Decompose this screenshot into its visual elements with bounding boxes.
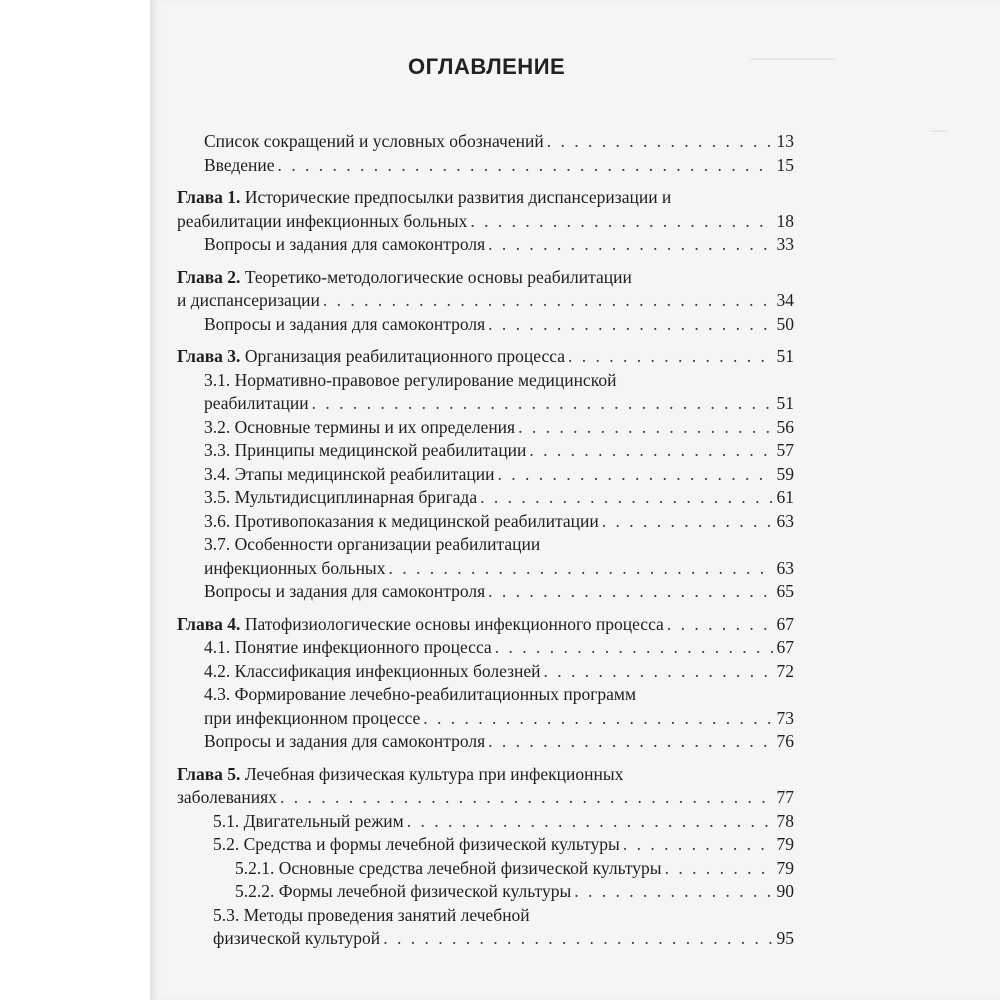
entry-text: инфекционных больных (204, 557, 386, 578)
entry-text: Организация реабилитационного процесса (244, 346, 565, 366)
page-number: 50 (776, 313, 794, 334)
entry-text: физической культурой (213, 928, 381, 948)
entry-text: Вопросы и задания для самоконтроля (204, 731, 486, 751)
dot-leader (470, 210, 773, 234)
page-number: 79 (776, 834, 794, 854)
page-number: 95 (776, 928, 794, 948)
dot-leader (488, 580, 773, 604)
page-number: 77 (776, 787, 794, 807)
dot-leader (518, 416, 773, 440)
section-entry (177, 533, 794, 557)
page-number: 67 (776, 613, 794, 634)
section-entry[interactable] (177, 810, 794, 834)
page-number: 18 (776, 210, 794, 231)
dot-leader (498, 463, 773, 487)
chapter-heading[interactable] (177, 345, 794, 369)
dot-leader (529, 439, 773, 463)
page-number: 57 (776, 440, 794, 460)
chapter-heading[interactable] (177, 613, 794, 637)
page-number: 76 (776, 731, 794, 751)
dot-leader (665, 857, 773, 881)
chapter-block (177, 186, 794, 257)
entry-text: Вопросы и задания для самоконтроля (204, 581, 486, 601)
dot-leader (544, 660, 773, 684)
entry-text: и диспансеризации (177, 290, 320, 310)
chapter-label: Глава 4. (177, 613, 241, 634)
section-entry[interactable] (177, 392, 794, 416)
dot-leader (495, 636, 773, 660)
dot-leader (568, 345, 773, 369)
section-entry (177, 683, 794, 707)
page-number: 63 (776, 510, 794, 531)
chapter-block (177, 266, 794, 337)
chapter-title: Исторические предпосылки развития диспансеризации и (244, 187, 672, 207)
chapter-heading (177, 763, 794, 787)
section-entry[interactable] (177, 857, 794, 881)
entry-text: 3.5. Мультидисциплинарная бригада (204, 487, 478, 507)
chapter-heading[interactable] (177, 786, 794, 810)
dot-leader (667, 613, 773, 637)
page-number: 79 (776, 857, 794, 878)
section-title: 5.3. Методы проведения занятий лечебной (213, 904, 530, 925)
section-entry[interactable] (177, 927, 794, 951)
entry-text: заболеваниях (177, 787, 277, 807)
chapter-heading (177, 266, 794, 290)
chapter-block (177, 763, 794, 951)
section-entry (177, 904, 794, 928)
page-number: 33 (776, 234, 794, 254)
chapter-label: Глава 2. (177, 266, 241, 287)
chapter-block (177, 345, 794, 604)
dot-leader (407, 810, 773, 834)
page-number: 78 (776, 810, 794, 831)
page-number: 13 (776, 131, 794, 151)
section-entry[interactable] (177, 439, 794, 463)
page-number: 15 (776, 154, 794, 175)
chapter-label: Глава 3. (177, 346, 241, 366)
page-number: 59 (776, 463, 794, 484)
dot-leader (423, 707, 773, 731)
section-title: 4.3. Формирование лечебно-реабилитационных программ (204, 684, 637, 704)
section-entry[interactable] (177, 833, 794, 857)
dot-leader (488, 313, 773, 337)
entry-text: Вопросы и задания для самоконтроля (204, 313, 486, 334)
dot-leader (323, 289, 773, 313)
entry-text: 5.2. Средства и формы лечебной физической культуры (213, 834, 620, 854)
dot-leader (480, 486, 773, 510)
entry-text: 3.4. Этапы медицинской реабилитации (204, 463, 495, 484)
section-entry[interactable] (177, 660, 794, 684)
dot-leader (547, 130, 773, 154)
page-number: 61 (776, 487, 794, 507)
dot-leader (488, 233, 773, 257)
bleed-through: — (930, 120, 947, 139)
table-of-contents (177, 130, 794, 960)
entry-text: 3.6. Противопоказания к медицинской реабилитации (204, 510, 599, 531)
section-entry[interactable] (177, 313, 794, 337)
page-number: 72 (776, 660, 794, 681)
section-entry[interactable] (177, 707, 794, 731)
page-number: 67 (776, 637, 794, 657)
entry-text: Введение (204, 154, 275, 175)
section-entry[interactable] (177, 510, 794, 534)
dot-leader (388, 557, 773, 581)
entry-text: 5.2.1. Основные средства лечебной физической культуры (235, 857, 662, 878)
entry-text: реабилитации инфекционных больных (177, 210, 468, 231)
entry-text: 4.2. Классификация инфекционных болезней (204, 660, 541, 681)
dot-leader (488, 730, 773, 754)
entry-text: 5.2.2. Формы лечебной физической культуры (235, 881, 572, 901)
dot-leader (312, 392, 773, 416)
section-entry[interactable] (177, 233, 794, 257)
dot-leader (280, 786, 773, 810)
entry-text: Патофизиологические основы инфекционного процесса (244, 613, 664, 634)
entry-text: реабилитации (204, 393, 309, 413)
chapter-heading (177, 186, 794, 210)
page-number: 90 (776, 881, 794, 901)
page-title: ОГЛАВЛЕНИЕ (408, 54, 566, 79)
chapter-title: Лечебная физическая культура при инфекционных (244, 763, 624, 784)
section-entry[interactable] (177, 580, 794, 604)
section-title: 3.1. Нормативно-правовое регулирование медицинской (204, 369, 617, 390)
chapter-title: Теоретико-методологические основы реабилитации (244, 266, 632, 287)
page-number: 65 (776, 581, 794, 601)
section-entry[interactable] (177, 416, 794, 440)
entry-text: при инфекционном процессе (204, 707, 421, 728)
section-entry[interactable] (177, 486, 794, 510)
page-number: 51 (776, 393, 794, 413)
chapter-heading[interactable] (177, 289, 794, 313)
dot-leader (383, 927, 773, 951)
section-entry[interactable] (177, 557, 794, 581)
section-title: 3.7. Особенности организации реабилитации (204, 534, 541, 554)
section-entry (177, 369, 794, 393)
page-number: 73 (776, 707, 794, 728)
dot-leader (278, 154, 773, 178)
dot-leader (574, 880, 773, 904)
page-number: 51 (776, 346, 794, 366)
toc-entry[interactable] (177, 130, 794, 154)
chapter-label: Глава 5. (177, 763, 241, 784)
dot-leader (602, 510, 773, 534)
section-entry[interactable] (177, 463, 794, 487)
bleed-through: ————— (750, 48, 835, 67)
chapter-block (177, 613, 794, 754)
chapter-label: Глава 1. (177, 187, 241, 207)
entry-text: 4.1. Понятие инфекционного процесса (204, 637, 492, 657)
entry-text: Список сокращений и условных обозначений (204, 131, 544, 151)
dot-leader (623, 833, 773, 857)
front-matter (177, 130, 794, 177)
page-number: 56 (776, 416, 794, 437)
section-entry[interactable] (177, 730, 794, 754)
page-number: 63 (776, 557, 794, 578)
section-entry[interactable] (177, 880, 794, 904)
entry-text: 5.1. Двигательный режим (213, 810, 404, 831)
chapter-heading[interactable] (177, 210, 794, 234)
toc-entry[interactable] (177, 154, 794, 178)
entry-text: 3.3. Принципы медицинской реабилитации (204, 440, 527, 460)
entry-text: 3.2. Основные термины и их определения (204, 416, 516, 437)
section-entry[interactable] (177, 636, 794, 660)
page-number: 34 (776, 290, 794, 310)
entry-text: Вопросы и задания для самоконтроля (204, 234, 486, 254)
